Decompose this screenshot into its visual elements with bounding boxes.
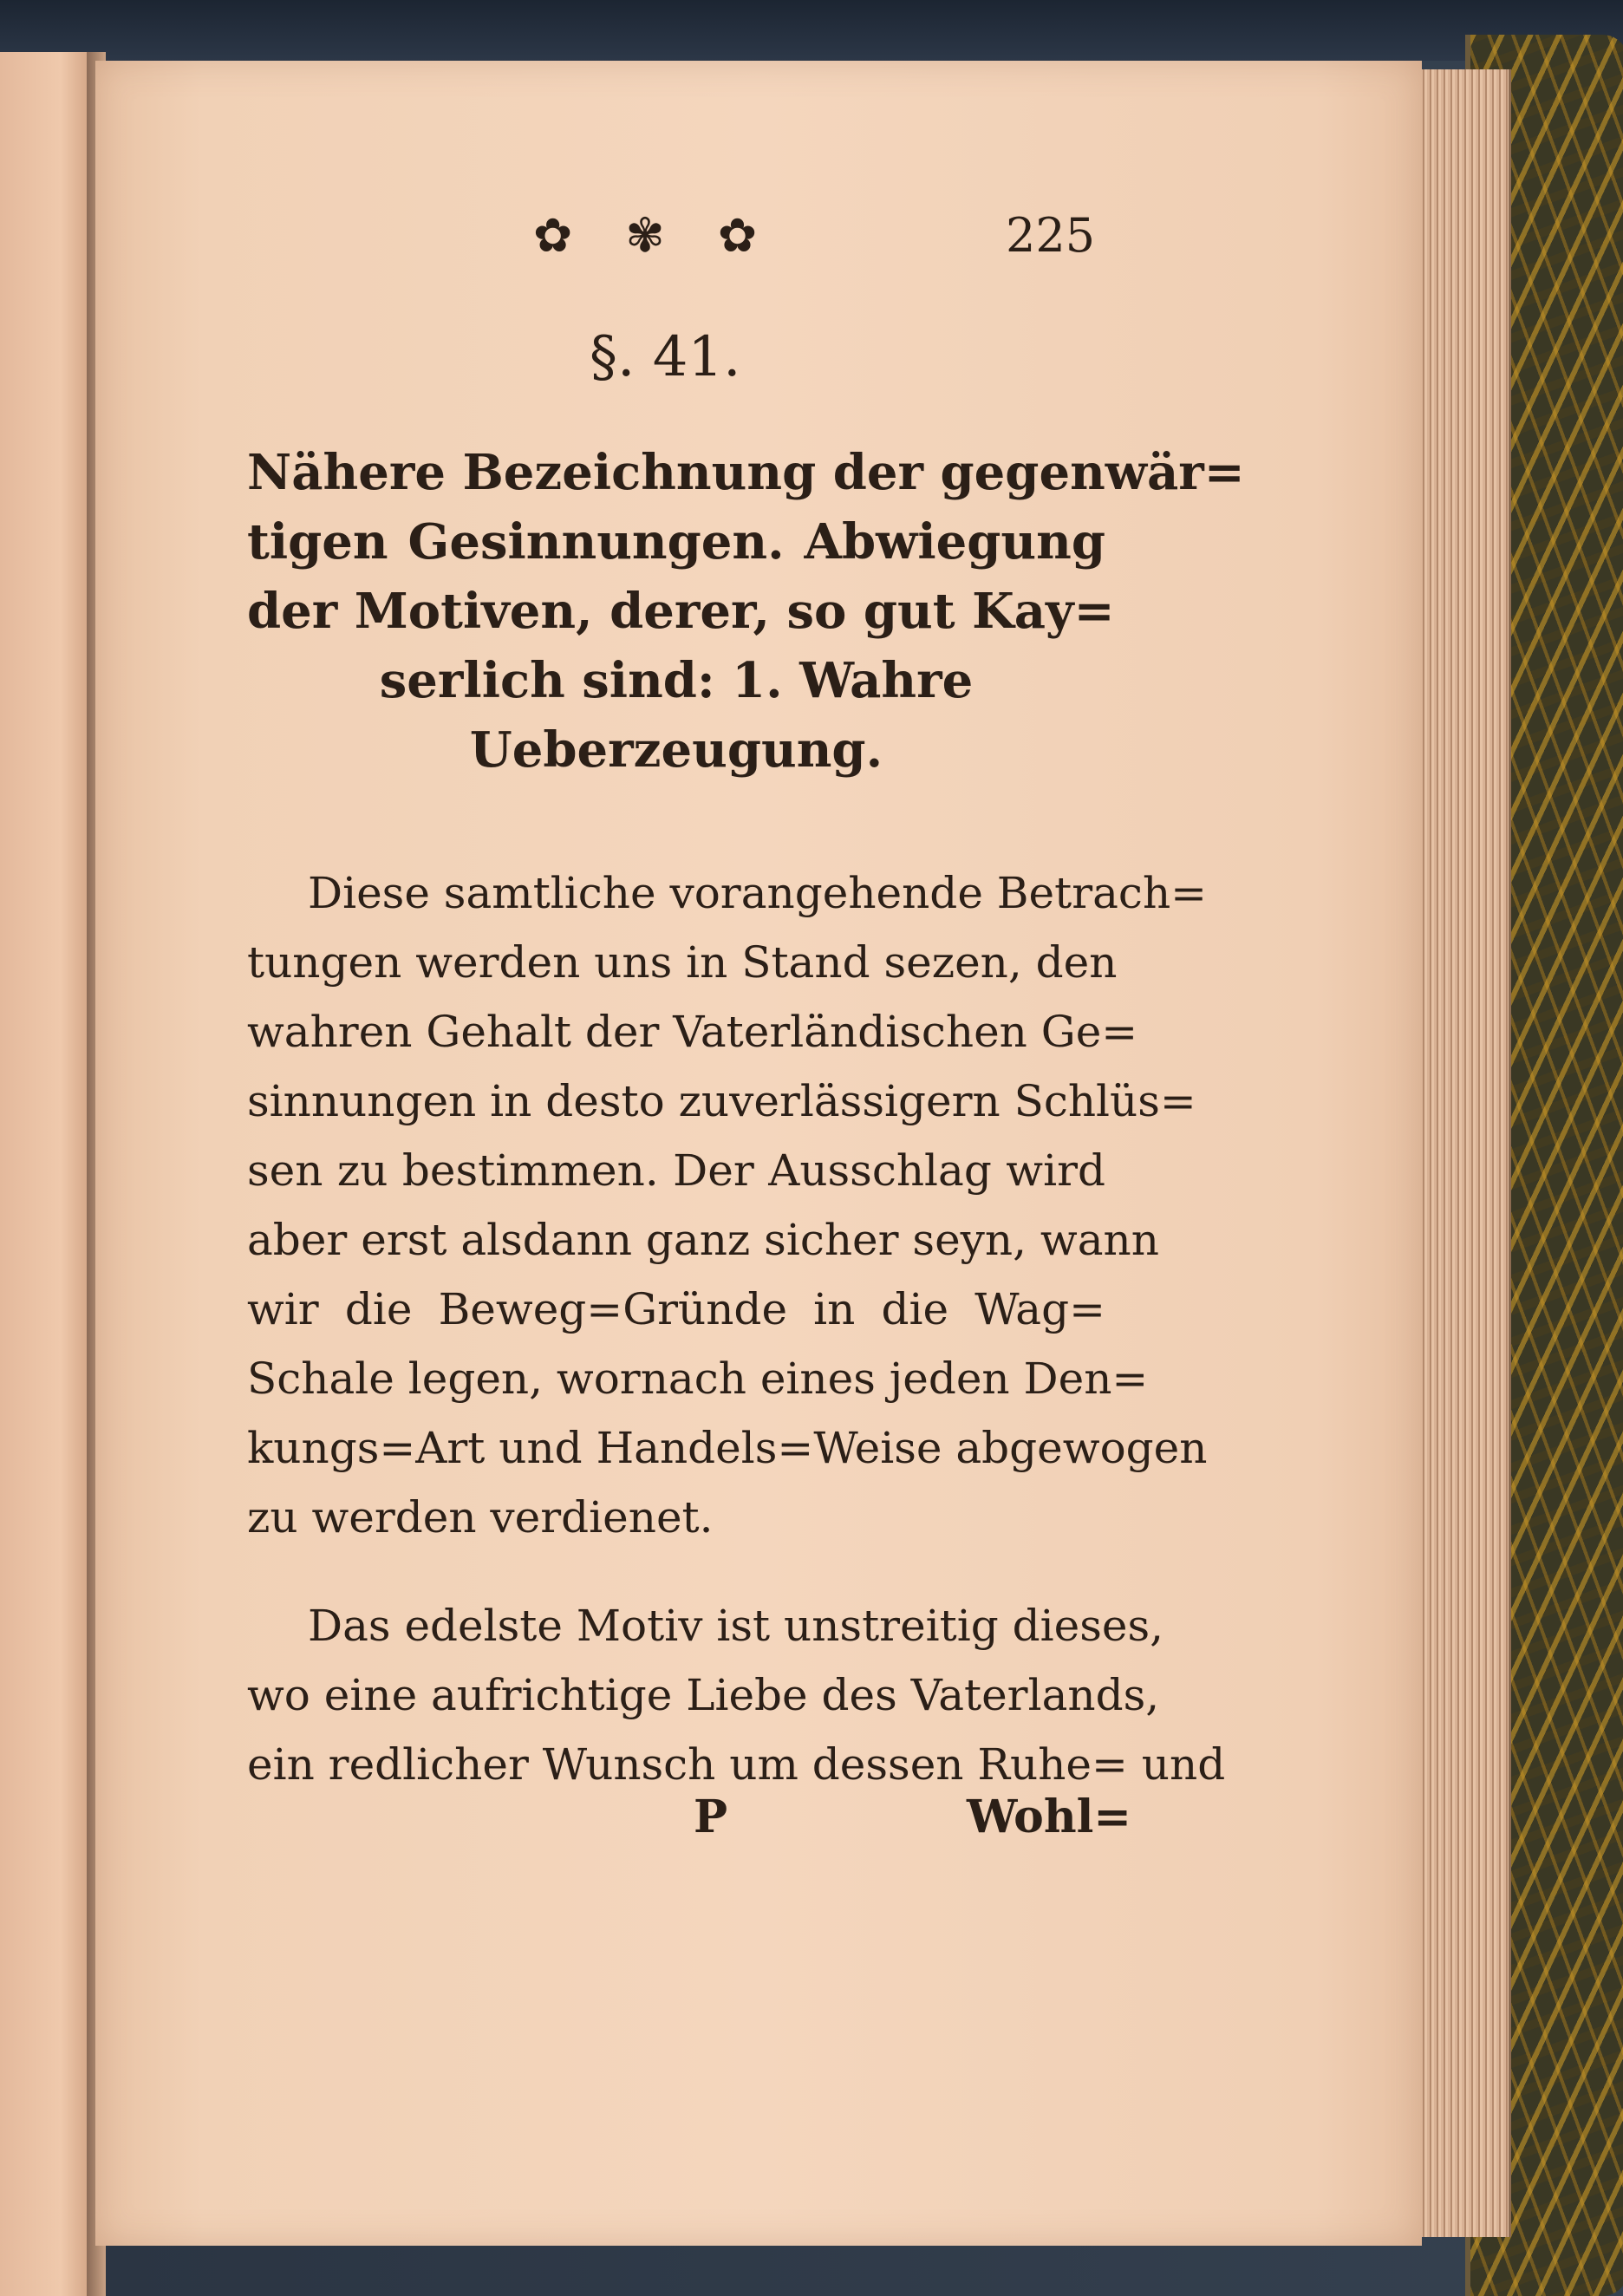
- text-line: aber erst alsdann ganz sicher seyn, wann: [247, 1215, 1159, 1265]
- text-line: wir die Beweg=Gründe in die Wag=: [247, 1284, 1105, 1334]
- signature-mark: P: [694, 1790, 728, 1843]
- catchword: Wohl=: [967, 1790, 1131, 1843]
- text-line: ein redlicher Wunsch um dessen Ruhe= und: [247, 1739, 1226, 1790]
- heading-line: Nähere Bezeichnung der gegenwär=: [247, 444, 1245, 501]
- text-line: sen zu bestimmen. Der Ausschlag wird: [247, 1145, 1105, 1196]
- page-number: 225: [1006, 208, 1096, 263]
- text-line: Schale legen, wornach eines jeden Den=: [247, 1353, 1149, 1404]
- heading-line: serlich sind: 1. Wahre: [379, 652, 974, 709]
- text-line: tungen werden uns in Stand sezen, den: [247, 937, 1118, 988]
- book-cover-top: [0, 0, 1623, 61]
- text-line: zu werden verdienet.: [247, 1492, 714, 1543]
- text-line: kungs=Art und Handels=Weise abgewogen: [247, 1423, 1208, 1473]
- text-line: wo eine aufrichtige Liebe des Vaterlands,: [247, 1670, 1160, 1720]
- left-page-edge: [0, 52, 90, 2296]
- text-line: wahren Gehalt der Vaterländischen Ge=: [247, 1007, 1138, 1057]
- section-number: §. 41.: [590, 325, 741, 389]
- heading-line: Ueberzeugung.: [469, 721, 883, 779]
- text-line: Diese samtliche vorangehende Betrach=: [308, 868, 1208, 918]
- text-line: Das edelste Motiv ist unstreitig dieses,: [308, 1601, 1164, 1651]
- text-line: sinnungen in desto zuverlässigern Schlüs=: [247, 1076, 1196, 1126]
- header-ornament: ✿ ✾ ✿: [533, 208, 777, 263]
- heading-line: tigen Gesinnungen. Abwiegung: [247, 513, 1105, 571]
- heading-line: der Motiven, derer, so gut Kay=: [247, 583, 1115, 640]
